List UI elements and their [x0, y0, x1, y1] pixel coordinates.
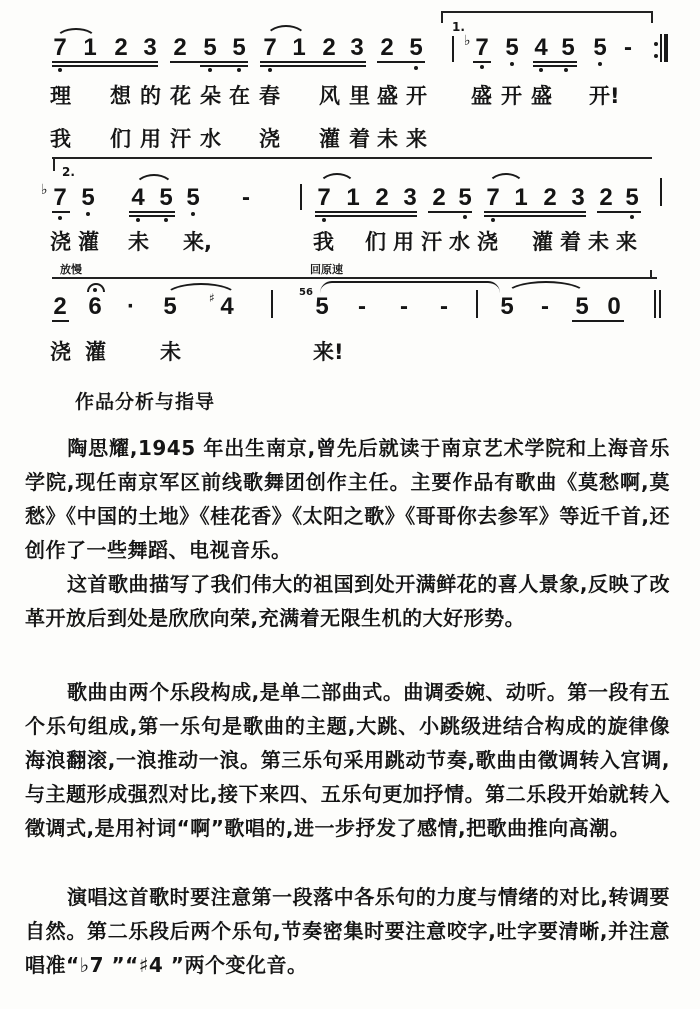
note: 5: [500, 293, 514, 320]
paragraph-text: 演唱这首歌时要注意第一段落中各乐句的力度与情绪的对比,转调要自然。第二乐段后两个乐句,节奏密集时要注意咬字,吐字要清晰,并注意唱准“♭7 ”“♯4 ”两个变化音。: [25, 885, 670, 977]
beam: [129, 211, 175, 213]
note: 4: [131, 184, 145, 211]
beam: [428, 211, 472, 213]
slur: [164, 283, 238, 297]
slur: [134, 174, 174, 188]
lyric: 灌: [319, 127, 340, 151]
note: 7: [53, 184, 67, 211]
slur: [487, 173, 525, 187]
flat-sign: ♭: [464, 33, 471, 49]
beam: [533, 61, 577, 63]
note: 3: [350, 34, 364, 61]
lyric: 风: [319, 84, 340, 108]
lyric: 汗: [421, 230, 442, 254]
repeat-barline: [664, 34, 668, 62]
low-octave-dot: [564, 68, 568, 72]
note: -: [358, 293, 366, 320]
lyric: 们: [110, 127, 131, 151]
beam: [597, 211, 641, 213]
note: 2: [375, 184, 389, 211]
low-octave-dot: [136, 218, 140, 222]
note: 5: [315, 293, 329, 320]
final-barline: [659, 290, 661, 318]
lyric: 浇: [50, 340, 71, 364]
slur: [265, 25, 307, 39]
note: 1: [292, 34, 306, 61]
fermata-dot: [93, 288, 97, 292]
system-divider: [52, 277, 657, 279]
lyric: 未: [128, 230, 149, 254]
lyric: 盛: [471, 84, 492, 108]
tempo-mark-slow-down: 放慢: [60, 263, 82, 276]
note: -: [242, 184, 250, 211]
note: 2: [322, 34, 336, 61]
low-octave-dot: [237, 68, 241, 72]
lyric: 未: [160, 340, 181, 364]
note: 5: [575, 293, 589, 320]
note: 2: [173, 34, 187, 61]
barline: [452, 36, 454, 62]
low-octave-dot: [539, 68, 543, 72]
barline: [476, 290, 478, 318]
beam: [377, 61, 425, 63]
lyric: 们: [365, 230, 386, 254]
system-divider: [52, 157, 652, 159]
note: 7: [263, 34, 277, 61]
beam: [52, 320, 69, 322]
lyric: 浇: [477, 230, 498, 254]
section-title: 作品分析与指导: [75, 391, 216, 413]
lyric: 来: [406, 127, 427, 151]
lyric: 在: [229, 84, 250, 108]
beam: [200, 65, 248, 67]
note: 3: [571, 184, 585, 211]
low-octave-dot: [86, 212, 90, 216]
low-octave-dot: [463, 215, 467, 219]
lyric: 汗: [170, 127, 191, 151]
low-octave-dot: [164, 218, 168, 222]
barline: [300, 184, 302, 210]
lyric: 理: [50, 84, 71, 108]
lyric: 朵: [200, 84, 221, 108]
note: 1: [346, 184, 360, 211]
note: 6: [88, 293, 102, 320]
note: -: [400, 293, 408, 320]
slur: [55, 28, 97, 40]
sharp-sign: ♯: [209, 291, 215, 305]
barline: [660, 178, 662, 206]
tempo-mark-a-tempo: 回原速: [310, 263, 343, 276]
note: 3: [143, 34, 157, 61]
note: 1: [514, 184, 528, 211]
paragraph-structure: [25, 675, 670, 845]
beam: [572, 320, 624, 322]
note: 5: [409, 34, 423, 61]
note: 5: [203, 34, 217, 61]
low-octave-dot: [491, 218, 495, 222]
note: 5: [186, 184, 200, 211]
dotted-note-dot: ·: [127, 293, 135, 320]
lyric: 开: [406, 84, 427, 108]
note: 5: [458, 184, 472, 211]
note: 0: [607, 293, 621, 320]
note: 2: [114, 34, 128, 61]
low-octave-dot: [208, 68, 212, 72]
note: 7: [317, 184, 331, 211]
low-octave-dot: [58, 68, 62, 72]
slur: [318, 173, 356, 187]
lyric: 开: [501, 84, 522, 108]
paragraph-text: 歌曲由两个乐段构成,是单二部曲式。曲调委婉、动听。第一段有五个乐句组成,第一乐句是歌曲的主题,大跳、小跳级进结合构成的旋律像海浪翻滚,一浪推动一浪。第三乐句采用跳动节奏,歌曲由徵调转入宫调,与主题形成强烈对比,接下来四、五乐句更加抒情。第二乐段开始就转入徵调式,是用衬词“啊”歌唱的,进一步抒发了感情,把歌曲推向高潮。: [25, 680, 670, 840]
low-octave-dot: [598, 62, 602, 66]
note: 7: [486, 184, 500, 211]
lyric: 用: [393, 230, 414, 254]
beam: [260, 61, 366, 63]
note: 2: [53, 293, 67, 320]
paragraph-song-theme: [25, 567, 670, 635]
beam: [260, 65, 366, 67]
flat-sign: ♭: [41, 182, 48, 198]
slur: [505, 281, 587, 295]
lyric: 水: [449, 230, 470, 254]
note: 5: [232, 34, 246, 61]
lyric: 我: [50, 127, 71, 151]
lyric: 里: [349, 84, 370, 108]
repeat-barline: [660, 34, 662, 62]
note: 5: [593, 34, 607, 61]
ending-bracket: [650, 270, 652, 278]
note: -: [541, 293, 549, 320]
paragraph-text: 陶思耀,1945 年出生南京,曾先后就读于南京艺术学院和上海音乐学院,现任南京军区前线歌舞团创作主任。主要作品有歌曲《莫愁啊,莫愁》《中国的土地》《桂花香》《太阳之歌》《哥哥你去参军》等近千首,还创作了一些舞蹈、电视音乐。: [25, 436, 670, 562]
paragraph-composer-bio: [25, 431, 670, 567]
final-barline: [654, 290, 656, 318]
beam: [170, 61, 248, 63]
low-octave-dot: [630, 215, 634, 219]
low-octave-dot: [480, 65, 484, 69]
lyric: 浇: [259, 127, 280, 151]
note: 5: [163, 293, 177, 320]
note: 5: [625, 184, 639, 211]
lyric: 水: [200, 127, 221, 151]
volta-2-label: 2.: [62, 165, 75, 179]
beam: [533, 65, 577, 67]
lyric: 的: [140, 84, 161, 108]
beam: [52, 61, 158, 63]
note: 2: [543, 184, 557, 211]
note: -: [624, 34, 632, 61]
note: 5: [81, 184, 95, 211]
volta-1-label: 1.: [452, 20, 465, 34]
volta-1-bracket: [441, 11, 653, 23]
paragraph-text: 这首歌曲描写了我们伟大的祖国到处开满鲜花的喜人景象,反映了改革开放后到处是欣欣向荣,充满着无限生机的大好形势。: [25, 572, 670, 630]
lyric: 灌: [78, 230, 99, 254]
beam: [473, 61, 491, 63]
low-octave-dot: [414, 66, 418, 70]
low-octave-dot: [268, 68, 272, 72]
lyric: 盛: [531, 84, 552, 108]
note: 5: [505, 34, 519, 61]
note: 2: [380, 34, 394, 61]
lyric: 来,: [183, 230, 212, 254]
tie: [320, 281, 500, 293]
low-octave-dot: [322, 218, 326, 222]
lyric: 着: [349, 127, 370, 151]
lyric: 来!: [313, 340, 344, 364]
beam: [52, 211, 70, 213]
volta-2-bracket: [53, 157, 55, 171]
grace-note: 56: [299, 287, 313, 298]
note: 7: [53, 34, 67, 61]
note: 1: [83, 34, 97, 61]
lyric: 灌: [532, 230, 553, 254]
lyric: 来: [616, 230, 637, 254]
lyric: 花: [170, 84, 191, 108]
lyric: 着: [560, 230, 581, 254]
low-octave-dot: [510, 62, 514, 66]
beam: [315, 215, 417, 217]
repeat-dot: [654, 42, 658, 46]
low-octave-dot: [58, 216, 62, 220]
note: -: [440, 293, 448, 320]
lyric: 用: [140, 127, 161, 151]
beam: [315, 211, 417, 213]
repeat-dot: [654, 54, 658, 58]
lyric: 春: [259, 84, 280, 108]
beam: [484, 211, 586, 213]
barline: [271, 290, 273, 318]
beam: [484, 215, 586, 217]
lyric: 开!: [589, 84, 620, 108]
lyric: 浇: [50, 230, 71, 254]
paragraph-performance-tips: [25, 880, 670, 982]
lyric: 灌: [85, 340, 106, 364]
lyric: 未: [588, 230, 609, 254]
note: 5: [561, 34, 575, 61]
lyric: 盛: [377, 84, 398, 108]
low-octave-dot: [191, 212, 195, 216]
note: 7: [475, 34, 489, 61]
note: 2: [599, 184, 613, 211]
lyric: 想: [110, 84, 131, 108]
note: 4: [220, 293, 234, 320]
note: 3: [403, 184, 417, 211]
lyric: 未: [377, 127, 398, 151]
beam: [129, 215, 175, 217]
note: 4: [534, 34, 548, 61]
note: 2: [432, 184, 446, 211]
lyric: 我: [313, 230, 334, 254]
note: 5: [159, 184, 173, 211]
beam: [52, 65, 158, 67]
